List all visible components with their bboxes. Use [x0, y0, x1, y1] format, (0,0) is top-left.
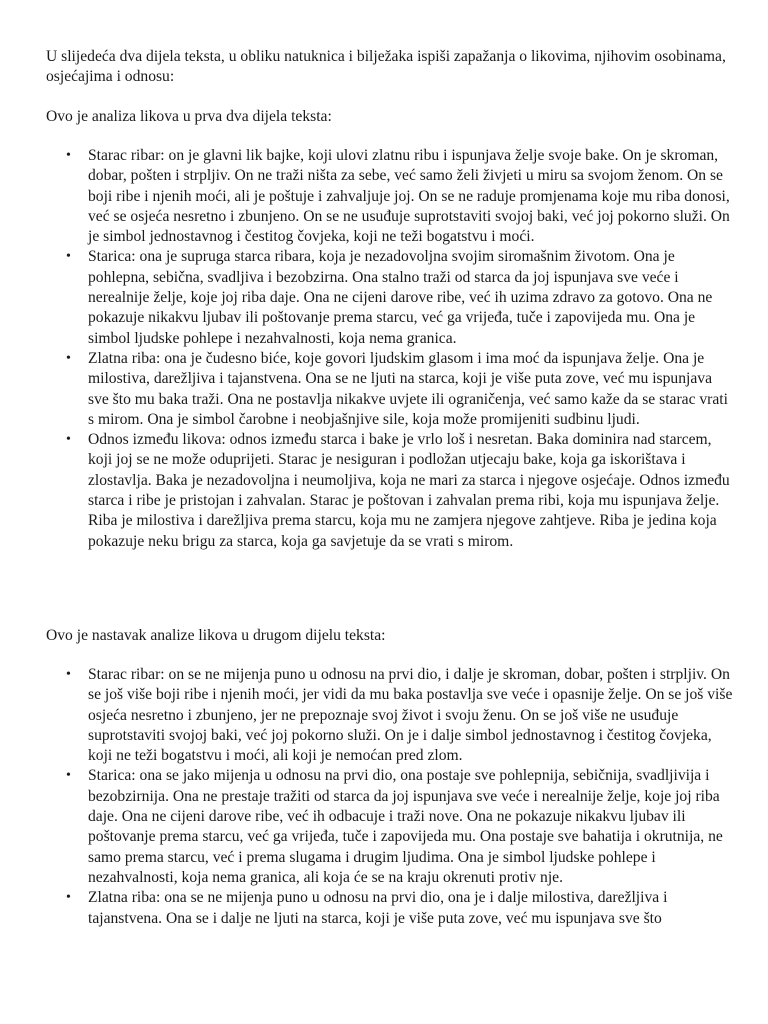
section-2-heading: Ovo je nastavak analize likova u drugom dijelu teksta: — [46, 627, 386, 644]
section-1-heading: Ovo je analiza likova u prva dva dijela teksta: — [46, 108, 332, 125]
section-2-list — [46, 665, 736, 929]
list-item: • Odnos između likova: odnos između starca i bake je vrlo loš i nesretan. Baka dominira nad starcem, koji joj se ne može oduprijeti. Starac je nesiguran i podložan utjecaju bake, koja ga iskorištava i zlostavlja. Baka je nezadovoljna i neumoljiva, koja ne mari za starca i njegove osjećaje. Odnos između starca i ribe je pristojan i zahvalan. Starac je poštovan i zahvalan prema ribi, koja mu ispunjava želje. Riba je milostiva i darežljiva prema starcu, koja mu ne zamjera njegove zahtjeve. Riba je jedina koja pokazuje neku brigu za starca, koja ga savjetuje da se vrati s mirom. — [46, 430, 736, 552]
list-item: • Starac ribar: on se ne mijenja puno u odnosu na prvi dio, i dalje je skroman, dobar, pošten i strpljiv. On se još više boji ribe i njenih moći, jer vidi da mu baka postavlja sve veće i opasnije želje. On se još više osjeća nesretno i zbunjeno, jer ne prepoznaje svoj život i svoju ženu. On se još više ne usuđuje suprotstaviti svojoj baki, već joj pokorno služi. On je i dalje simbol jednostavnog i čestitog čovjeka, koji ne teži bogatstvu i moći, ali koji je nemoćan pred zlom. — [46, 665, 736, 766]
list-item: • Starica: ona je supruga starca ribara, koja je nezadovoljna svojim siromašnim životom. Ona je pohlepna, sebična, svadljiva i bezobzirna. Ona stalno traži od starca da joj ispunjava sve veće i nerealnije želje, koje joj riba daje. Ona ne cijeni darove ribe, već ih uzima zdravo za gotovo. Ona ne pokazuje nikakvu ljubav ili poštovanje prema starcu, već ga vrijeđa, tuče i zapovijeda mu. Ona je simbol ljudske pohlepe i nezahvalnosti, koja nema granica. — [46, 247, 736, 348]
intro-paragraph: U slijedeća dva dijela teksta, u obliku natuknica i bilježaka ispiši zapažanja o likovima, njihovim osobinama, osjećajima i odnosu: — [46, 48, 726, 86]
list-item: • Starac ribar: on je glavni lik bajke, koji ulovi zlatnu ribu i ispunjava želje svoje bake. On je skroman, dobar, pošten i strpljiv. On ne traži ništa za sebe, već samo želi živjeti u miru sa svojom ženom. On se boji ribe i njenih moći, ali je poštuje i zahvaljuje joj. On se ne raduje promjenama koje mu riba donosi, već se osjeća nesretno i zbunjeno. On se ne usuđuje suprotstaviti svojoj baki, već joj pokorno služi. On je simbol jednostavnog i čestitog čovjeka, koji ne teži bogatstvu i moći. — [46, 146, 736, 247]
list-item: • Zlatna riba: ona je čudesno biće, koje govori ljudskim glasom i ima moć da ispunjava želje. Ona je milostiva, darežljiva i tajanstvena. Ona se ne ljuti na starca, koji je više puta zove, već mu ispunjava sve što mu baka traži. Ona ne postavlja nikakve uvjete ili ograničenja, već samo kaže da se starac vrati s mirom. Ona je simbol čarobne i neobjašnjive sile, koja može promijeniti sudbinu ljudi. — [46, 349, 736, 430]
list-item: • Starica: ona se jako mijenja u odnosu na prvi dio, ona postaje sve pohlepnija, sebičnija, svadljivija i bezobzirnija. Ona ne prestaje tražiti od starca da joj ispunjava sve veće i nerealnije želje, koje joj riba daje. Ona ne cijeni darove ribe, već ih odbacuje i traži nove. Ona ne pokazuje nikakvu ljubav ili poštovanje prema starcu, već ga vrijeđa, tuče i zapovijeda mu. Ona postaje sve bahatija i okrutnija, ne samo prema starcu, već i prema slugama i drugim ljudima. Ona je simbol ljudske pohlepe i nezahvalnosti, koja nema granica, ali koja će se na kraju okrenuti protiv nje. — [46, 766, 736, 888]
list-item: • Zlatna riba: ona se ne mijenja puno u odnosu na prvi dio, ona je i dalje milostiva, darežljiva i tajanstvena. Ona se i dalje ne ljuti na starca, koji je više puta zove, već mu ispunjava sve što — [46, 888, 736, 929]
section-1-list — [46, 146, 736, 552]
